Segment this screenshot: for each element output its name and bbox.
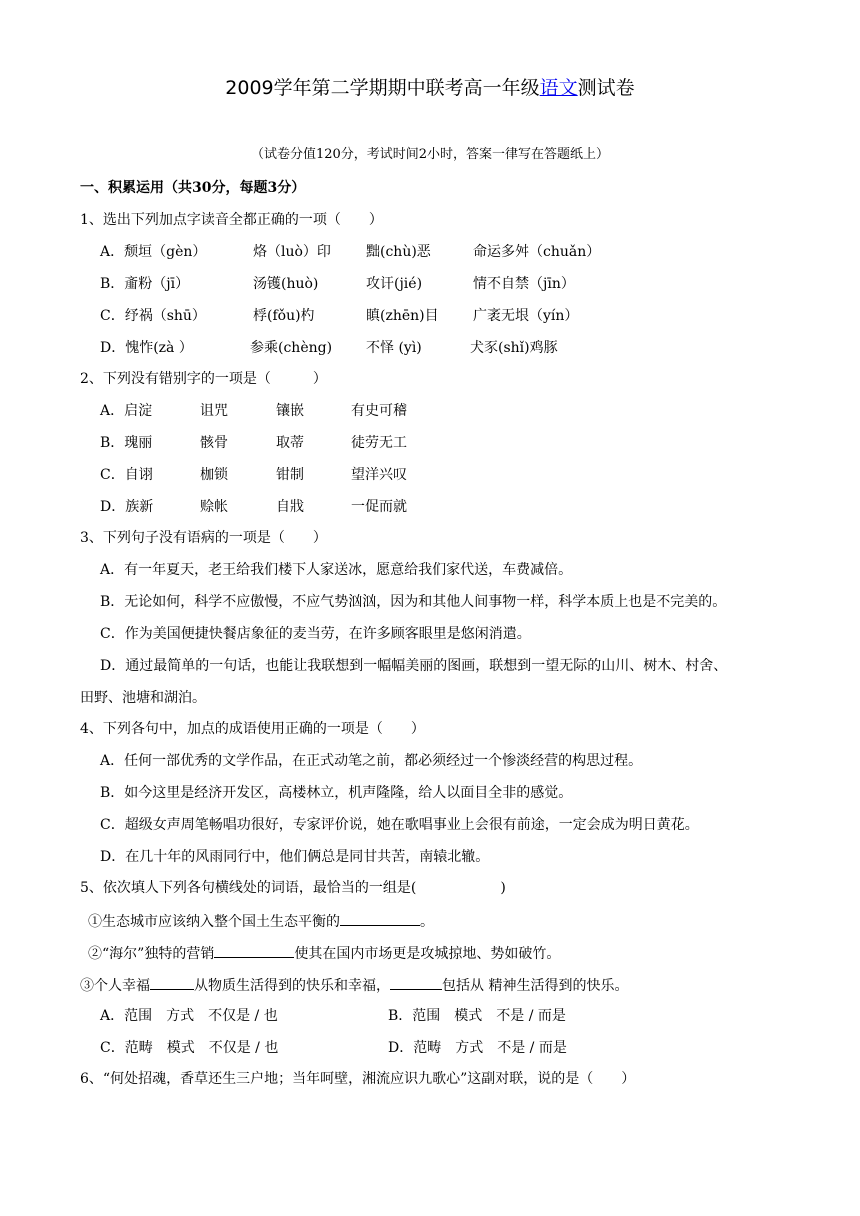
title-suffix: 测试卷 bbox=[577, 77, 635, 99]
question-4-stem: 4、下列各句中，加点的成语使用正确的一项是（ ） bbox=[80, 721, 425, 737]
q1-option-d-1: D．愧怍(zà ） bbox=[100, 340, 193, 356]
section-heading: 一、积累运用（共30分，每题3分） bbox=[80, 180, 306, 196]
q2-option-b-3: 取蒂 bbox=[276, 435, 304, 451]
q5-option-b: B．范围 模式 不是 / 而是 bbox=[388, 1008, 566, 1024]
q5-s2-end: 使其在国内市场更是攻城掠地、势如破竹。 bbox=[294, 946, 561, 962]
q1-option-a-3: 黜(chù)恶 bbox=[366, 244, 431, 260]
q5-blank-2 bbox=[214, 942, 294, 958]
q5-sentence-2 bbox=[88, 942, 560, 964]
q1-option-b-1: B．齑粉（jī） bbox=[100, 276, 190, 292]
q5-option-a: A．范围 方式 不仅是 / 也 bbox=[100, 1008, 278, 1024]
question-5-stem: 5、依次填人下列各句横线处的词语，最恰当的一组是( ) bbox=[80, 880, 506, 896]
q5-sentence-1 bbox=[88, 910, 434, 932]
q5-s3-text: ③个人幸福 bbox=[80, 978, 150, 994]
q5-s3-end: 包括从 精神生活得到的快乐。 bbox=[442, 978, 629, 994]
q3-option-d-line2: 田野、池塘和湖泊。 bbox=[80, 690, 206, 706]
q2-option-d-4: 一促而就 bbox=[351, 499, 407, 515]
question-2-stem: 2、下列没有错别字的一项是（ ） bbox=[80, 371, 327, 387]
q1-option-c-2: 桴(fǒu)杓 bbox=[253, 308, 315, 324]
q5-option-d: D．范畴 方式 不是 / 而是 bbox=[388, 1040, 567, 1056]
q2-option-c-2: 枷锁 bbox=[200, 467, 228, 483]
q1-option-a-2: 烙（luò）印 bbox=[253, 244, 331, 260]
q2-option-d-3: 自戕 bbox=[276, 499, 304, 515]
exam-note: （试卷分值120分，考试时间2小时，答案一律写在答题纸上） bbox=[250, 147, 610, 162]
q2-option-d-1: D．族新 bbox=[100, 499, 154, 515]
q2-option-c-3: 钳制 bbox=[276, 467, 304, 483]
q2-option-c-1: C．自诩 bbox=[100, 467, 153, 483]
q1-option-c-3: 瞋(zhēn)目 bbox=[366, 308, 439, 324]
q1-option-a-1: A．颓垣（gèn） bbox=[100, 244, 207, 260]
question-3-stem: 3、下列句子没有语病的一项是（ ） bbox=[80, 530, 327, 546]
title-link[interactable]: 语文 bbox=[539, 77, 578, 99]
q1-option-c-1: C．纾祸（shū） bbox=[100, 308, 206, 324]
q2-option-b-2: 骸骨 bbox=[200, 435, 228, 451]
q2-option-c-4: 望洋兴叹 bbox=[351, 467, 407, 483]
q1-option-b-2: 汤镬(huò) bbox=[253, 276, 319, 292]
q2-option-b-4: 徒劳无工 bbox=[351, 435, 407, 451]
q5-blank-4 bbox=[390, 974, 442, 990]
q5-blank-1 bbox=[340, 910, 420, 926]
q1-option-d-4: 犬豕(shǐ)鸡豚 bbox=[470, 340, 558, 356]
q4-option-d: D．在几十年的风雨同行中，他们俩总是同甘共苦，南辕北辙。 bbox=[100, 849, 490, 865]
question-6-stem: 6、“何处招魂，香草还生三户地；当年呵壁，湘流应识九歌心”这副对联，说的是（ ） bbox=[80, 1071, 636, 1087]
q4-option-a: A．任何一部优秀的文学作品，在正式动笔之前，都必须经过一个惨淡经营的构思过程。 bbox=[100, 753, 643, 769]
q3-option-d-line1: D．通过最简单的一句话，也能让我联想到一幅幅美丽的图画，联想到一望无际的山川、树木、村舍、 bbox=[100, 658, 728, 674]
q1-option-c-4: 广袤无垠（yín） bbox=[473, 308, 579, 324]
q5-s1-end: 。 bbox=[420, 914, 434, 930]
q1-option-a-4: 命运多舛（chuǎn） bbox=[473, 244, 601, 260]
q3-option-c: C．作为美国便捷快餐店象征的麦当劳，在许多顾客眼里是悠闲消遣。 bbox=[100, 626, 531, 642]
q2-option-a-3: 镶嵌 bbox=[276, 403, 304, 419]
q2-option-d-2: 赊帐 bbox=[200, 499, 228, 515]
q4-option-c: C．超级女声周笔畅唱功很好，专家评价说，她在歌唱事业上会很有前途，一定会成为明日黄花。 bbox=[100, 817, 699, 833]
q1-option-d-3: 不怿 (yì) bbox=[366, 340, 422, 356]
q5-sentence-3 bbox=[80, 974, 628, 996]
q2-option-a-2: 诅咒 bbox=[200, 403, 228, 419]
q3-option-a: A．有一年夏天，老王给我们楼下人家送冰，愿意给我们家代送，车费减倍。 bbox=[100, 562, 573, 578]
q1-option-d-2: 参乘(chèng) bbox=[250, 340, 333, 356]
q5-s1-text: ①生态城市应该纳入整个国土生态平衡的 bbox=[88, 914, 340, 930]
q4-option-b: B．如今这里是经济开发区，高楼林立，机声隆隆，给人以面目全非的感觉。 bbox=[100, 785, 573, 801]
title-prefix: 2009学年第二学期期中联考高一年级 bbox=[225, 77, 540, 99]
question-1-stem: 1、选出下列加点字读音全都正确的一项（ ） bbox=[80, 212, 383, 228]
q1-option-b-3: 攻讦(jié) bbox=[366, 276, 423, 292]
q1-option-b-4: 情不自禁（jīn） bbox=[473, 276, 575, 292]
q3-option-b: B．无论如何，科学不应傲慢，不应气势汹汹，因为和其他人间事物一样，科学本质上也是不完美的。 bbox=[100, 594, 727, 610]
q2-option-a-1: A．启淀 bbox=[100, 403, 153, 419]
q2-option-b-1: B．瑰丽 bbox=[100, 435, 153, 451]
q5-s3-mid: 从物质生活得到的快乐和幸福， bbox=[194, 978, 390, 994]
q5-option-c: C．范畴 模式 不仅是 / 也 bbox=[100, 1040, 279, 1056]
q5-blank-3 bbox=[150, 974, 194, 990]
q2-option-a-4: 有史可稽 bbox=[351, 403, 407, 419]
q5-s2-text: ②“海尔”独特的营销 bbox=[88, 946, 215, 962]
page-title bbox=[0, 76, 860, 100]
